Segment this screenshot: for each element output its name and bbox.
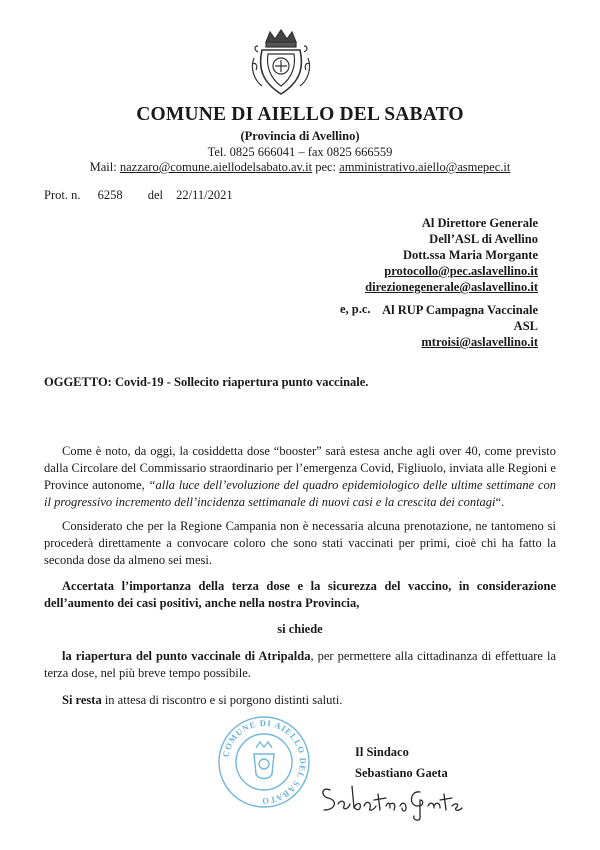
body-paragraph-4: [44, 648, 556, 682]
cc-label: e, p.c.: [340, 302, 371, 316]
recipient-email[interactable]: protocollo@pec.aslavellino.it: [384, 264, 538, 278]
coat-of-arms-icon: [248, 28, 314, 98]
paragraph-bold: la riapertura del punto vaccinale di Atripalda: [62, 649, 311, 663]
stamp-ring-text: COMUNE DI AIELLO DEL SABATO: [220, 717, 309, 807]
recipient-line: Al Direttore Generale: [421, 216, 538, 230]
contact-mail-line: [0, 160, 600, 175]
body-paragraph-5: [44, 692, 556, 709]
province-line: (Provincia di Avellino): [240, 129, 360, 143]
pec-label: pec:: [315, 160, 337, 174]
svg-text:COMUNE DI AIELLO DEL SABATO: [220, 718, 308, 806]
pec-link[interactable]: amministrativo.aiello@asmepec.it: [339, 160, 511, 174]
subject-line: OGGETTO: Covid-19 - Sollecito riapertura punto vaccinale.: [44, 375, 369, 389]
recipient-line: Dell’ASL di Avellino: [429, 232, 538, 246]
signatory-title: Il Sindaco: [355, 745, 409, 759]
body-paragraph-2: Considerato che per la Regione Campania non è necessaria alcuna prenotazione, ne tantomeno si procederà direttamente a convocare coloro che sono stati vaccinati per primi, cioè chi ha fatto la seconda dose da almeno sei mesi.: [44, 519, 556, 567]
phone-fax-line: Tel. 0825 666041 – fax 0825 666559: [207, 145, 393, 159]
paragraph-text: Come è noto, da oggi, la cosiddetta dose “booster” sarà estesa anche agli over 40, come previsto dalla Circolare del Commissario straordinario per l’emergenza Covid, Figliuolo, inviata alle Regioni e Province autonome,: [44, 444, 556, 492]
cc-line: Al RUP Campagna Vaccinale: [382, 303, 538, 317]
cc-line: ASL: [513, 319, 538, 333]
body-paragraph-3: Accertata l’importanza della terza dose e la sicurezza del vaccino, in considerazione dell’aumento dei casi positivi, anche nella nostra Provincia,: [44, 579, 556, 610]
mail-link[interactable]: nazzaro@comune.aiellodelsabato.av.it: [119, 160, 313, 174]
cc-block: [382, 302, 538, 350]
protocol-date-label: del: [147, 188, 163, 202]
municipality-title: COMUNE DI AIELLO DEL SABATO: [136, 104, 464, 125]
mail-label: Mail:: [89, 160, 117, 174]
protocol-date: 22/11/2021: [176, 188, 233, 202]
body-paragraph-1: [44, 443, 556, 511]
protocol-label: Prot. n.: [44, 188, 81, 202]
recipient-email[interactable]: direzionegenerale@aslavellino.it: [365, 280, 538, 294]
paragraph-text: in attesa di riscontro e si porgono distinti saluti.: [101, 693, 343, 707]
protocol-number: 6258: [97, 188, 123, 202]
handwritten-signature: [316, 776, 466, 822]
paragraph-text: , per permettere alla cittadinanza di effettuare la terza dose, nel più breve tempo possibile.: [44, 649, 557, 680]
recipient-line: Dott.ssa Maria Morgante: [402, 248, 538, 262]
request-heading: si chiede: [277, 622, 323, 636]
paragraph-bold: Si resta: [62, 693, 102, 707]
quoted-text: “alla luce dell’evoluzione del quadro epidemiologico delle ultime settimane con il progressivo incremento dell’incidenza settimanale di nuovi casi e la crescita dei contagi: [44, 478, 556, 509]
cc-email[interactable]: mtroisi@aslavellino.it: [421, 335, 538, 349]
recipient-block: [365, 215, 538, 295]
protocol-line: [44, 188, 233, 203]
signatory-name: Sebastiano Gaeta: [355, 766, 448, 780]
paragraph-text: “.: [495, 495, 505, 509]
official-stamp-icon: [216, 714, 312, 810]
